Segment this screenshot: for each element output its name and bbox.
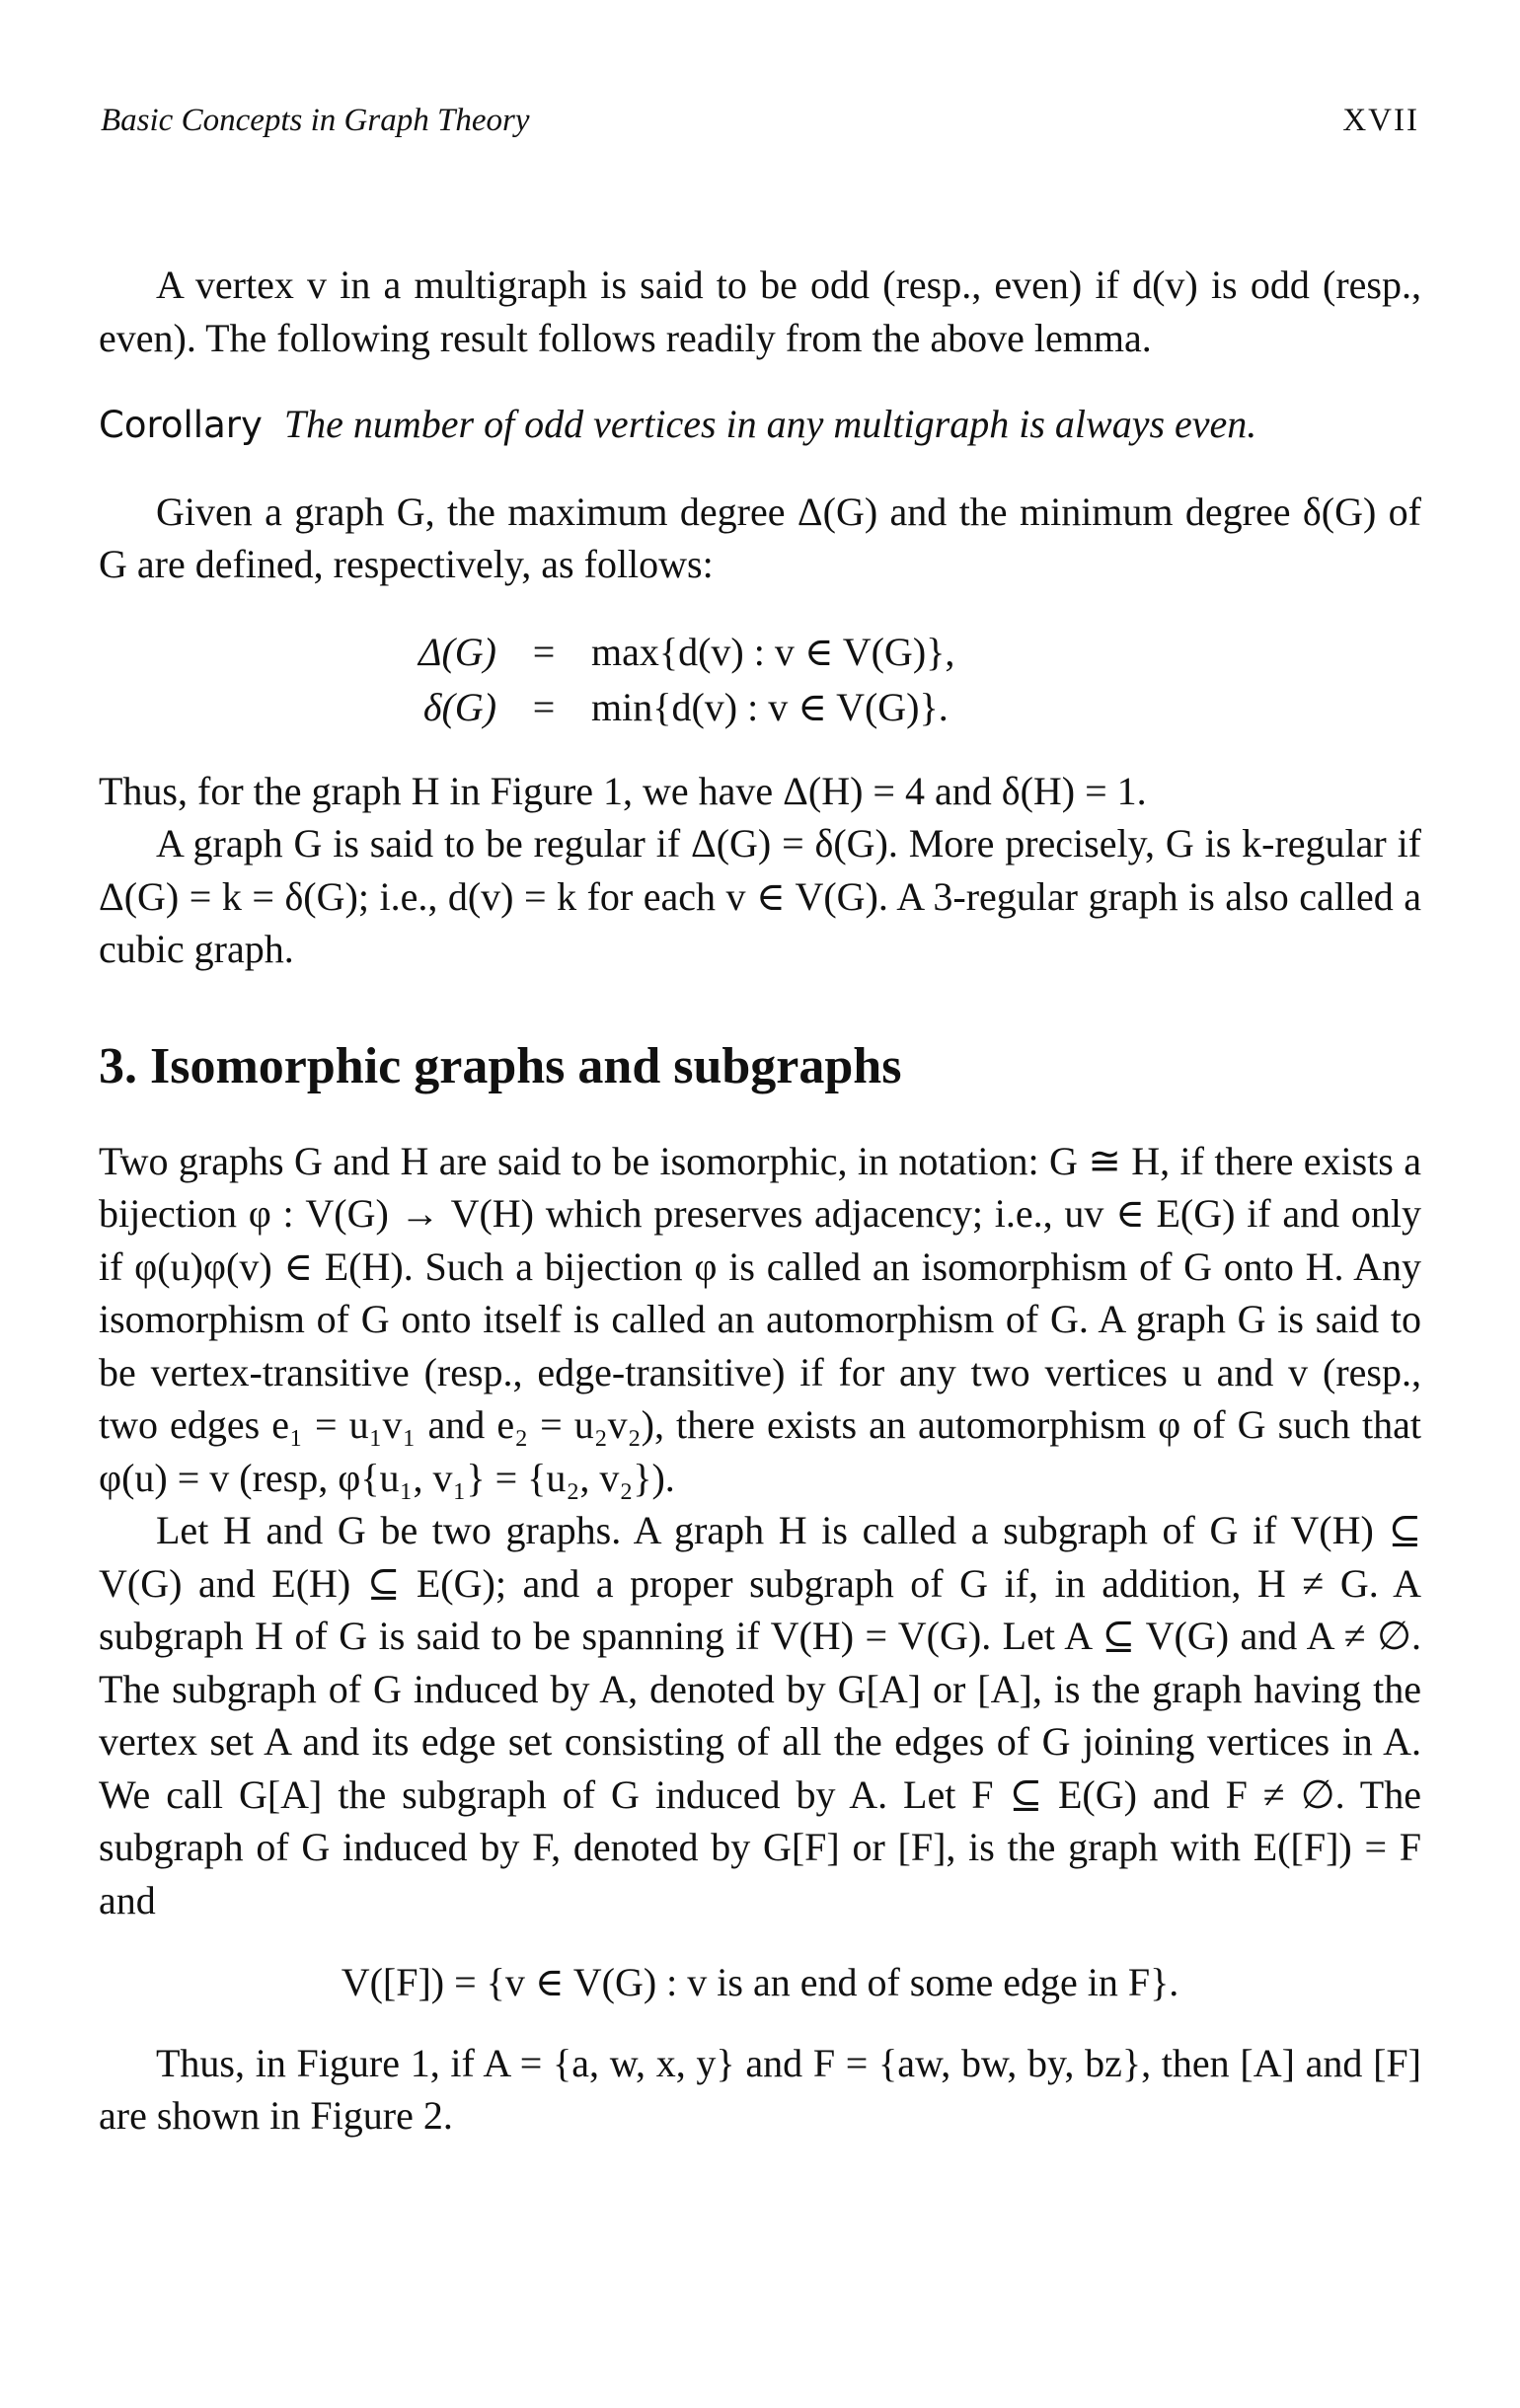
running-title: Basic Concepts in Graph Theory — [101, 103, 530, 138]
equation-min-lhs: δ(G) — [422, 684, 497, 729]
display-formula: V([F]) = {v ∈ V(G) : v is an end of some edge in F}. — [341, 1960, 1179, 2004]
equation-max-degree — [418, 625, 954, 680]
equation-min-degree — [418, 680, 954, 735]
degree-equations — [99, 625, 1421, 735]
paragraph-regular: A graph G is said to be regular if Δ(G) = δ(G). More precisely, G is k-regular if Δ(G) = k = δ(G); i.e., d(v) = k for each v ∈ V(G). A 3-regular graph is also called a cubic graph. — [99, 821, 1421, 971]
running-header — [101, 103, 1419, 139]
corollary-text: The number of odd vertices in any multigraph is always even. — [283, 402, 1257, 446]
paragraph-subgraph: Let H and G be two graphs. A graph H is called a subgraph of G if V(H) ⊆ V(G) and E(H) ⊆ E(G); and a proper subgraph of G if, in addition, H ≠ G. A subgraph H of G is said to be spanning if V(H) = V(G). Let A ⊆ V(G) and A ≠ ∅. The subgraph of G induced by A, denoted by G[A] or [A], is the graph having the vertex set A and its edge set consisting of all the edges of G joining vertices in A. We call G[A] the subgraph of G induced by A. Let F ⊆ E(G) and F ≠ ∅. The subgraph of G induced by F, denoted by G[F] or [F], is the graph with E([F]) = F and — [99, 1508, 1421, 1922]
corollary — [99, 398, 1421, 452]
page-body — [99, 259, 1421, 2143]
corollary-label: Corollary — [99, 404, 263, 446]
paragraph-degree-definition: Given a graph G, the maximum degree Δ(G) and the minimum degree δ(G) of G are defined, respectively, as follows: — [99, 489, 1421, 586]
paragraph-isomorphic: Two graphs G and H are said to be isomorphic, in notation: G ≅ H, if there exists a bijection φ : V(G) → V(H) which preserves adjacency; i.e., uv ∈ E(G) if and only if φ(u)φ(v) ∈ E(H). Such a bijection φ is called an isomorphism of G onto H. Any isomorphism of G onto itself is called an automorphism of G. A graph G is said to be vertex-transitive (resp., edge-transitive) if for any two vertices u and v (resp., two edges e₁ = u₁v₁ and e₂ = u₂v₂), there exists an automorphism φ of G such that φ(u) = v (resp, φ{u₁, v₁} = {u₂, v₂}). — [99, 1138, 1421, 1500]
paragraph-odd-even: A vertex v in a multigraph is said to be odd (resp., even) if d(v) is odd (resp., even). The following result follows readily from the above lemma. — [99, 263, 1421, 360]
page-number: XVII — [1342, 103, 1419, 138]
equation-min-rhs: min{d(v) : v ∈ V(G)}. — [591, 684, 949, 729]
equation-max-lhs: Δ(G) — [418, 629, 497, 674]
section-heading: 3. Isomorphic graphs and subgraphs — [99, 1037, 902, 1094]
equals-sign: = — [532, 629, 556, 674]
paragraph-figure-2: Thus, in Figure 1, if A = {a, w, x, y} and F = {aw, bw, by, bz}, then [A] and [F] are shown in Figure 2. — [99, 2040, 1421, 2138]
equation-max-rhs: max{d(v) : v ∈ V(G)}, — [591, 629, 955, 674]
paragraph-thus-h: Thus, for the graph H in Figure 1, we have Δ(H) = 4 and δ(H) = 1. — [99, 768, 1147, 813]
equals-sign: = — [532, 684, 556, 729]
